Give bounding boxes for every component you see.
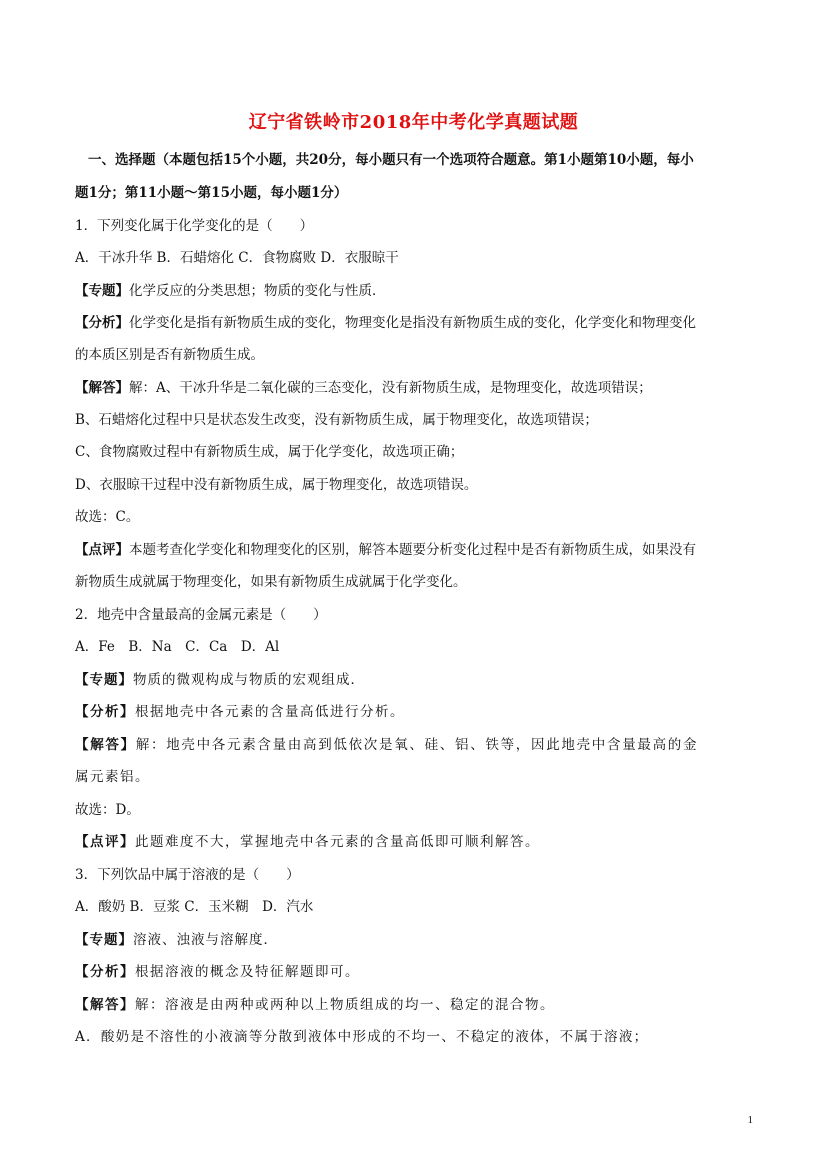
q3-options: A．酸奶 B．豆浆 C．玉米糊 D．汽水 [75,899,314,915]
q2-options: A．Fe B．Na C．Ca D．Al [75,639,280,655]
q3-analysis [75,962,360,982]
answer-text: 解：A、干冰升华是二氧化碳的三态变化，没有新物质生成，是物理变化，故选项错误； [129,380,652,396]
topic-tag: 【专题】 [75,283,129,299]
q2-analysis [75,702,405,722]
document-title: 辽宁省铁岭市2018年中考化学真题试题 [248,112,579,133]
q1-answer-line1 [75,378,652,398]
answer-tag: 【解答】 [75,997,135,1013]
analysis-tag: 【分析】 [75,964,135,980]
analysis-tag: 【分析】 [75,315,129,331]
answer-tag: 【解答】 [75,737,136,753]
topic-tag: 【专题】 [75,932,133,948]
q1-analysis-line2: 的本质区别是否有新物质生成。 [75,347,264,363]
q3-answer-line2: A．酸奶是不溶性的小液滴等分散到液体中形成的不均一、不稳定的液体，不属于溶液； [75,1029,649,1045]
topic-tag: 【专题】 [75,672,133,688]
analysis-text: 根据地壳中各元素的含量高低进行分析。 [135,704,405,720]
section-heading-line1: 一、选择题（本题包括15个小题，共20分，每小题只有一个选项符合题意。第1小题第10小题，每小 [88,152,694,168]
q2-choice: 故选：D。 [75,802,140,818]
q2-comment [75,832,540,852]
analysis-text: 根据溶液的概念及特征解题即可。 [135,964,360,980]
analysis-tag: 【分析】 [75,704,135,720]
q1-options: A．干冰升华 B．石蜡熔化 C．食物腐败 D．衣服晾干 [75,250,399,266]
q1-answer-line4: D、衣服晾干过程中没有新物质生成，属于物理变化，故选项错误。 [75,477,478,493]
analysis-text: 化学变化是指有新物质生成的变化，物理变化是指没有新物质生成的变化，化学变化和物理变化 [129,315,696,331]
q1-topic [75,281,386,301]
answer-text: 解：溶液是由两种或两种以上物质组成的均一、稳定的混合物。 [135,997,555,1013]
q2-topic [75,670,365,690]
q1-comment-line1 [75,540,696,560]
q1-answer-line2: B、石蜡熔化过程中只是状态发生改变，没有新物质生成，属于物理变化，故选项错误； [75,412,598,428]
q1-analysis-line1 [75,313,696,333]
q1-stem: 1．下列变化属于化学变化的是（ ） [75,218,314,234]
q3-topic [75,930,278,950]
topic-text: 物质的微观构成与物质的宏观组成． [133,672,365,688]
section-heading-line2: 题1分；第11小题～第15小题，每小题1分） [75,185,348,201]
comment-tag: 【点评】 [75,834,135,850]
topic-text: 化学反应的分类思想；物质的变化与性质． [129,283,386,299]
answer-text: 解：地壳中各元素含量由高到低依次是氧、硅、铝、铁等，因此地壳中含量最高的金 [135,737,699,753]
q2-stem: 2．地壳中含量最高的金属元素是（ ） [75,607,327,623]
q1-choice: 故选：C。 [75,509,140,525]
q3-answer-line1 [75,995,555,1015]
comment-text: 本题考查化学变化和物理变化的区别，解答本题要分析变化过程中是否有新物质生成，如果没有 [129,542,696,558]
q2-answer-line1 [75,735,698,755]
q1-answer-line3: C、食物腐败过程中有新物质生成，属于化学变化，故选项正确； [75,444,464,460]
comment-text: 此题难度不大，掌握地壳中各元素的含量高低即可顺利解答。 [135,834,540,850]
answer-tag: 【解答】 [75,380,129,396]
q2-answer-line2: 属元素铝。 [75,769,150,785]
q3-stem: 3．下列饮品中属于溶液的是（ ） [75,867,300,883]
comment-tag: 【点评】 [75,542,129,558]
topic-text: 溶液、浊液与溶解度． [133,932,278,948]
q1-comment-line2: 新物质生成就属于物理变化，如果有新物质生成就属于化学变化。 [75,574,467,590]
page-number: 1 [747,1114,753,1126]
